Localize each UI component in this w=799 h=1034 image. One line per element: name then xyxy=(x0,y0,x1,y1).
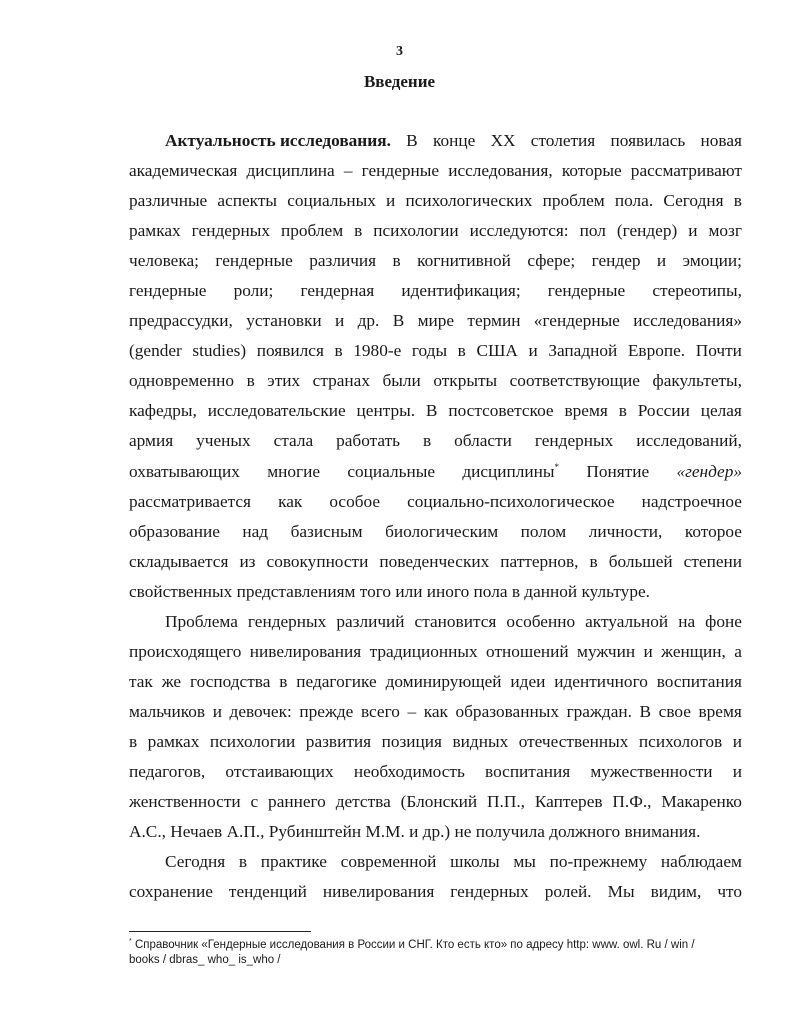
word: школы xyxy=(450,852,500,872)
text-line xyxy=(129,246,742,276)
word: Понятие xyxy=(586,461,650,481)
word: психологии xyxy=(209,731,296,751)
word: как xyxy=(278,491,303,511)
word: большей xyxy=(608,551,673,571)
word: которое xyxy=(684,521,742,541)
word: пол xyxy=(579,221,606,241)
word: П.П., xyxy=(487,792,525,812)
word: как xyxy=(423,701,448,721)
word: нивелирования xyxy=(249,641,362,661)
word: установки xyxy=(246,311,322,331)
word: гендерные xyxy=(361,161,440,181)
word: В xyxy=(392,311,405,331)
word: а xyxy=(734,641,742,661)
text-line xyxy=(129,156,742,186)
text-line xyxy=(129,276,742,306)
word: области xyxy=(454,431,512,451)
word: стереотипы, xyxy=(652,281,742,301)
word: гендерных xyxy=(247,611,327,631)
word: когнитивной xyxy=(417,251,511,271)
text-line xyxy=(129,366,742,396)
text-line xyxy=(129,336,742,366)
text-line xyxy=(129,667,742,697)
word: рассматривают xyxy=(630,161,742,181)
word: степени xyxy=(683,551,742,571)
word: складывается xyxy=(129,551,229,571)
word: в xyxy=(334,341,343,361)
word: гендерные xyxy=(129,281,207,301)
word: развития xyxy=(305,731,372,751)
word: сохранение xyxy=(129,882,213,902)
word: и xyxy=(732,761,742,781)
word: проблем xyxy=(281,221,344,241)
word: России xyxy=(637,401,690,421)
word: социальные xyxy=(347,461,436,481)
word: в xyxy=(392,251,401,271)
word: происходящего xyxy=(129,641,242,661)
text-line xyxy=(129,306,742,336)
paragraph-1 xyxy=(129,126,742,607)
text-line xyxy=(129,517,742,547)
text-line xyxy=(129,216,742,246)
word: одновременно xyxy=(129,371,235,391)
text-line xyxy=(129,787,742,817)
word: нивелирования xyxy=(322,882,435,902)
word: столетия xyxy=(530,131,596,150)
word: раннего xyxy=(268,792,326,812)
word: социальных xyxy=(287,191,376,211)
word: в xyxy=(457,341,466,361)
word: исследования» xyxy=(633,311,742,331)
word: соответствующие xyxy=(509,371,640,391)
word: различий xyxy=(336,611,405,631)
word: социально-психологическое xyxy=(407,491,615,511)
word: Европе. xyxy=(627,341,686,361)
word: мире xyxy=(417,311,455,331)
word: в xyxy=(129,731,138,751)
word: многие xyxy=(267,461,321,481)
word: практике xyxy=(260,852,327,872)
word: – xyxy=(407,701,417,721)
word: девочек: xyxy=(229,701,292,721)
word: традиционных xyxy=(369,641,478,661)
word: работать xyxy=(336,431,401,451)
word: армия xyxy=(129,431,174,451)
word: гендерные xyxy=(547,281,626,301)
word: различные xyxy=(129,191,208,211)
word: постсоветское xyxy=(448,401,554,421)
word: тенденций xyxy=(228,882,307,902)
word: и xyxy=(732,731,742,751)
paragraph-2 xyxy=(129,607,742,847)
word: Мы xyxy=(607,882,635,902)
word: термин xyxy=(467,311,521,331)
word: в xyxy=(618,401,627,421)
lead-bold-phrase: Актуальность исследования. xyxy=(165,131,391,150)
word: в xyxy=(733,191,742,211)
word: (gender xyxy=(129,341,182,361)
word: и xyxy=(212,701,222,721)
word: граждан. xyxy=(566,701,632,721)
word: базисным xyxy=(290,521,363,541)
word: психологических xyxy=(405,191,533,211)
word: педагогике xyxy=(296,671,377,691)
word: в xyxy=(238,852,248,872)
text-line xyxy=(129,757,742,787)
word: становится xyxy=(414,611,497,631)
word: воспитания xyxy=(656,671,742,691)
word: мозг xyxy=(708,221,742,241)
word: аспекты xyxy=(217,191,278,211)
word: в xyxy=(354,221,363,241)
word: время xyxy=(698,701,742,721)
word: Проблема xyxy=(165,611,238,631)
word: и xyxy=(386,191,396,211)
word: поведенческих xyxy=(379,551,490,571)
word: дисциплины xyxy=(462,461,555,481)
text-line xyxy=(129,487,742,517)
word: пола. xyxy=(614,191,654,211)
italic-term: «гендер» xyxy=(676,461,742,481)
word: 1980-е xyxy=(353,341,402,361)
word: Сегодня xyxy=(663,191,724,211)
footnote-line-2: books / dbras_ who_ is_who / xyxy=(129,954,281,966)
word: Макаренко xyxy=(661,792,742,812)
word: в xyxy=(589,551,598,571)
word: человека; xyxy=(129,251,199,271)
text-line xyxy=(129,637,742,667)
word: мальчиков xyxy=(129,701,206,721)
word: ролей. xyxy=(544,882,592,902)
word: Сегодня xyxy=(165,852,226,872)
word: центры. xyxy=(356,401,416,421)
word: психологии xyxy=(373,221,459,241)
word: и xyxy=(688,221,698,241)
text-line xyxy=(129,426,742,456)
word: появился xyxy=(256,341,324,361)
word: всего xyxy=(360,701,400,721)
word: надстроечное xyxy=(641,491,742,511)
word: психологов xyxy=(638,731,723,751)
word: кафедры, xyxy=(129,401,197,421)
word: из xyxy=(239,551,256,571)
word: дисциплина xyxy=(246,161,335,181)
word: др. xyxy=(357,311,380,331)
word: образованных xyxy=(455,701,559,721)
word: охватывающих xyxy=(129,461,240,481)
word: наблюдаем xyxy=(660,852,742,872)
text-line xyxy=(129,727,742,757)
text-line xyxy=(129,126,742,156)
word: – xyxy=(343,161,353,181)
text-line xyxy=(129,697,742,727)
word: стала xyxy=(273,431,314,451)
word: В xyxy=(639,701,652,721)
word: академическая xyxy=(129,161,238,181)
word: прежде xyxy=(299,701,354,721)
word: появилась xyxy=(610,131,686,150)
word: странах xyxy=(312,371,370,391)
text-line xyxy=(129,396,742,426)
word: видим, xyxy=(650,882,702,902)
word: studies) xyxy=(192,341,247,361)
footnote-mark: * xyxy=(129,938,132,946)
word: исследования, xyxy=(448,161,553,181)
word: в xyxy=(246,371,255,391)
word: фоне xyxy=(705,611,742,631)
word: исследуются: xyxy=(469,221,569,241)
footnote xyxy=(129,938,729,968)
word: полом xyxy=(520,521,567,541)
text-line xyxy=(129,817,742,847)
text-line xyxy=(129,547,742,577)
text-line xyxy=(129,607,742,637)
word: целая xyxy=(700,401,742,421)
word: доминирующей xyxy=(385,671,502,691)
word: паттернов, xyxy=(500,551,579,571)
word: женщин, xyxy=(661,641,726,661)
text-line xyxy=(129,577,742,607)
footnote-reference: * xyxy=(554,461,560,472)
word: различия xyxy=(309,251,377,271)
word: идеи xyxy=(510,671,546,691)
word: которые xyxy=(561,161,622,181)
word: совокупности xyxy=(266,551,369,571)
word: Западной xyxy=(548,341,618,361)
word: современной xyxy=(340,852,437,872)
word: «гендерные xyxy=(533,311,620,331)
word: в xyxy=(423,431,432,451)
word: в xyxy=(279,671,288,691)
word: Каптерев xyxy=(534,792,603,812)
footnote-divider xyxy=(129,931,311,932)
word: особенно xyxy=(506,611,576,631)
text-line xyxy=(129,457,742,487)
word: и xyxy=(334,311,345,331)
word: гендерная xyxy=(300,281,375,301)
word: мужчин xyxy=(577,641,636,661)
word: исследовательские xyxy=(207,401,346,421)
word: позиция xyxy=(381,731,443,751)
word: воспитания xyxy=(485,761,571,781)
word: с xyxy=(250,792,259,812)
word: отстаивающих xyxy=(225,761,334,781)
word: (Блонский xyxy=(400,792,478,812)
text-line xyxy=(129,847,742,877)
text-line xyxy=(129,186,742,216)
word: образование xyxy=(129,521,220,541)
word: эмоции; xyxy=(682,251,742,271)
word: проблем xyxy=(542,191,605,211)
word: новая xyxy=(700,131,742,150)
word: XX xyxy=(490,131,516,150)
word: конце xyxy=(432,131,476,150)
word: В xyxy=(406,131,418,150)
word: рассматривается xyxy=(129,491,251,511)
word: и xyxy=(528,341,538,361)
word: и xyxy=(656,251,667,271)
word: личности, xyxy=(588,521,663,541)
line-text: свойственных представлениям того или иного пола в данной культуре. xyxy=(129,581,650,601)
line-text: А.С., Нечаев А.П., Рубинштейн М.М. и др.) не получила должного внимания. xyxy=(129,822,701,842)
word: факультеты, xyxy=(652,371,742,391)
word: что xyxy=(717,882,742,902)
word: были xyxy=(382,371,421,391)
section-heading: Введение xyxy=(363,72,436,91)
word: отношений xyxy=(486,641,569,661)
word: роли; xyxy=(233,281,274,301)
word: отечественных xyxy=(518,731,629,751)
word: свое xyxy=(658,701,691,721)
word: Почти xyxy=(695,341,742,361)
word: так xyxy=(129,671,153,691)
word: над xyxy=(242,521,269,541)
body-text xyxy=(129,126,742,907)
word: США xyxy=(476,341,518,361)
word: женственности xyxy=(129,792,241,812)
word: исследований, xyxy=(636,431,742,451)
word: мужественности xyxy=(590,761,713,781)
word: и xyxy=(643,641,653,661)
word: на xyxy=(678,611,696,631)
word: П.Ф., xyxy=(612,792,652,812)
footnote-line-1: Справочник «Гендерные исследования в России и СНГ. Кто есть кто» по адресу http: www. owl. Ru / win / xyxy=(134,939,695,951)
word: видных xyxy=(452,731,509,751)
word: открыты xyxy=(433,371,498,391)
word: ученых xyxy=(196,431,251,451)
word: сфере; xyxy=(527,251,576,271)
word: время xyxy=(564,401,608,421)
text-line xyxy=(129,877,742,907)
word: господства xyxy=(189,671,271,691)
word: гендерных xyxy=(191,221,271,241)
word: идентификация; xyxy=(401,281,521,301)
word: (гендер) xyxy=(616,221,678,241)
word: рамках xyxy=(147,731,200,751)
word: рамках xyxy=(129,221,181,241)
word: годы xyxy=(411,341,448,361)
word: В xyxy=(425,401,438,421)
word: предрассудки, xyxy=(129,311,233,331)
word: гендерные xyxy=(215,251,293,271)
word: педагогов, xyxy=(129,761,206,781)
word: необходимость xyxy=(353,761,465,781)
paragraph-3 xyxy=(129,847,742,907)
word: особое xyxy=(329,491,381,511)
word: актуальной xyxy=(585,611,669,631)
word: по-прежнему xyxy=(549,852,648,872)
word: гендерных xyxy=(450,882,529,902)
word: гендерных xyxy=(534,431,614,451)
word: гендер xyxy=(591,251,641,271)
word: мы xyxy=(513,852,536,872)
page-number: 3 xyxy=(396,44,403,59)
word-with-footnote xyxy=(462,457,559,487)
word: биологическим xyxy=(385,521,499,541)
word: идентичного xyxy=(554,671,648,691)
word: этих xyxy=(267,371,301,391)
word: же xyxy=(161,671,182,691)
word: детства xyxy=(335,792,391,812)
